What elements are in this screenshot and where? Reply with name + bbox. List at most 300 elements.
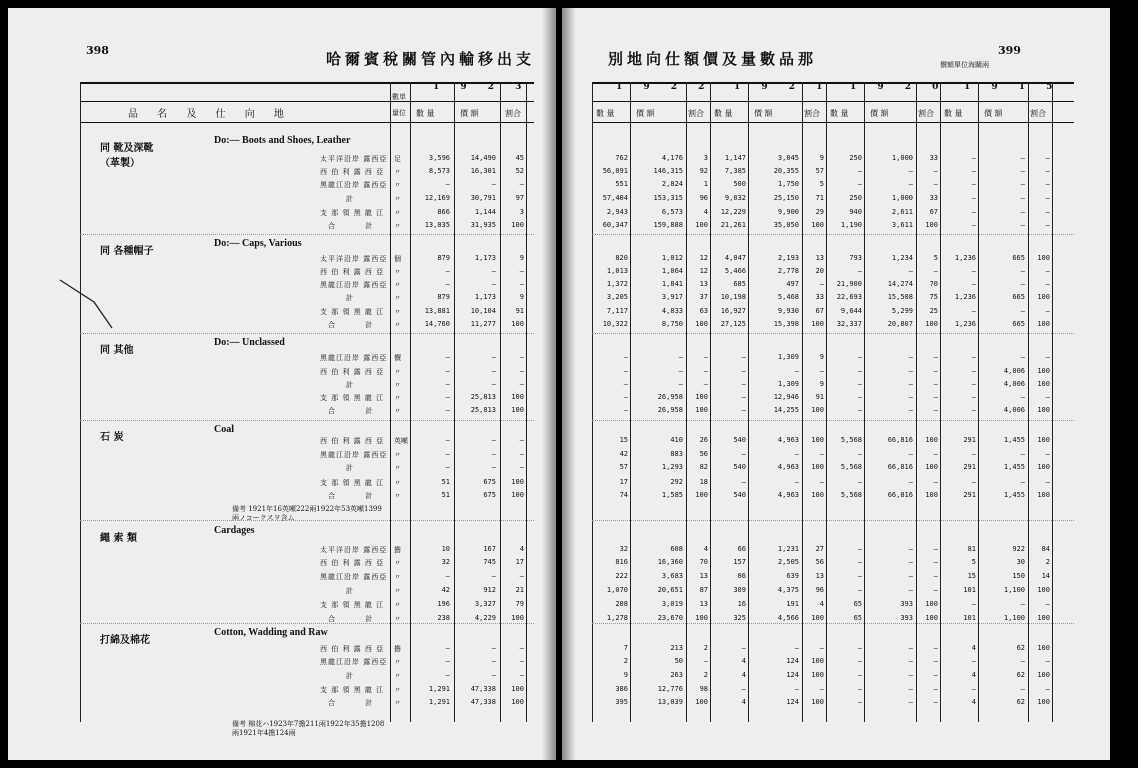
data-cell: 1,231 [777, 545, 799, 553]
data-cell: — [445, 463, 450, 471]
destination-label: 合 計 [328, 699, 387, 707]
data-cell: — [445, 572, 450, 580]
data-cell: 100 [695, 393, 708, 401]
data-cell: 540 [733, 463, 746, 471]
data-cell: — [491, 572, 496, 580]
data-cell: 100 [925, 491, 938, 499]
data-cell: — [491, 267, 496, 275]
data-cell: 32,337 [836, 320, 862, 328]
data-cell: 250 [849, 194, 862, 202]
column-rule [526, 82, 527, 722]
unit-cell: 〃 [394, 222, 401, 230]
data-cell: 100 [511, 698, 524, 706]
data-cell: 100 [925, 221, 938, 229]
data-cell: — [741, 367, 746, 375]
data-cell: 2,611 [891, 208, 913, 216]
data-cell: 23,670 [657, 614, 683, 622]
data-cell: — [971, 280, 976, 288]
data-cell: 540 [733, 491, 746, 499]
data-cell: — [623, 406, 628, 414]
data-cell: — [933, 180, 938, 188]
category-english: Coal [214, 424, 234, 435]
category-english: Do:— Unclassed [214, 337, 285, 348]
data-cell: — [623, 380, 628, 388]
data-cell: — [857, 685, 862, 693]
data-cell: 51 [441, 491, 450, 499]
data-cell: 291 [963, 463, 976, 471]
column-rule [686, 82, 687, 722]
data-cell: 20,651 [657, 586, 683, 594]
unit-cell: 〃 [394, 587, 401, 595]
data-cell: 100 [925, 436, 938, 444]
category-name: 石 炭 [100, 432, 124, 443]
data-cell: 16,360 [657, 558, 683, 566]
year-label: 1 9 2 1 [734, 82, 832, 92]
category-english: Do:— Caps, Various [214, 238, 302, 249]
unit-cell: 〃 [394, 321, 401, 329]
data-cell: 7,117 [606, 307, 628, 315]
data-cell: — [678, 353, 683, 361]
data-cell: — [908, 545, 913, 553]
data-cell: 100 [1037, 293, 1050, 301]
data-cell: 84 [1041, 545, 1050, 553]
data-cell: 100 [1037, 406, 1050, 414]
data-cell: — [819, 478, 824, 486]
destination-label: 計 [346, 672, 367, 680]
data-cell: 65 [853, 600, 862, 608]
data-cell: — [1045, 657, 1050, 665]
data-cell: 91 [815, 393, 824, 401]
data-cell: — [908, 586, 913, 594]
data-cell: — [971, 267, 976, 275]
data-cell: 167 [483, 545, 496, 553]
data-cell: 866 [437, 208, 450, 216]
data-cell: — [971, 353, 976, 361]
data-cell: — [933, 393, 938, 401]
data-cell: — [819, 280, 824, 288]
data-cell: — [933, 644, 938, 652]
section-rule [592, 234, 1074, 235]
data-cell: 100 [925, 320, 938, 328]
year-label: 1 9 1 5 [964, 82, 1062, 92]
data-cell: 57 [815, 167, 824, 175]
data-cell: — [491, 450, 496, 458]
destination-label: 計 [346, 381, 367, 389]
data-cell: — [1020, 221, 1025, 229]
data-cell: 60,347 [602, 221, 628, 229]
data-cell: 196 [437, 600, 450, 608]
unit-cell: 〃 [394, 168, 401, 176]
data-cell: — [933, 586, 938, 594]
data-cell: 325 [733, 614, 746, 622]
data-cell: — [445, 267, 450, 275]
destination-label: 太平洋沿岸 露西亞 [320, 155, 388, 163]
data-cell: 21,900 [836, 280, 862, 288]
data-cell: — [1045, 353, 1050, 361]
unit-cell: 〃 [394, 464, 401, 472]
data-cell: 2 [623, 657, 628, 665]
data-cell: 1,585 [661, 491, 683, 499]
data-cell: 27,125 [720, 320, 746, 328]
data-cell: 1,064 [661, 267, 683, 275]
data-cell: 10,322 [602, 320, 628, 328]
data-cell: — [1045, 267, 1050, 275]
data-cell: — [971, 221, 976, 229]
destination-label: 合 計 [328, 222, 387, 230]
data-cell: 12,946 [773, 393, 799, 401]
header-item-destination: 品 名 及 仕 向 地 [128, 109, 292, 120]
data-cell: 940 [849, 208, 862, 216]
data-cell: — [519, 463, 524, 471]
data-cell: — [1020, 267, 1025, 275]
data-cell: 4,963 [777, 436, 799, 444]
section-rule [80, 333, 534, 334]
category-english: Cardages [214, 525, 255, 536]
category-english: Cotton, Wadding and Raw [214, 627, 328, 638]
data-cell: 1,309 [777, 380, 799, 388]
data-cell: 91 [515, 307, 524, 315]
data-cell: — [857, 380, 862, 388]
unit-cell: 個 [394, 255, 401, 263]
data-cell: 5 [971, 558, 976, 566]
data-cell: 31,935 [470, 221, 496, 229]
unit-cell: 〃 [394, 658, 401, 666]
data-cell: 57 [619, 463, 628, 471]
data-cell: — [741, 478, 746, 486]
data-cell: 100 [811, 463, 824, 471]
column-rule [454, 82, 455, 722]
destination-label: 合 計 [328, 615, 387, 623]
data-cell: 100 [511, 491, 524, 499]
data-cell: — [1020, 685, 1025, 693]
data-cell: 100 [695, 406, 708, 414]
data-cell: 12,776 [657, 685, 683, 693]
data-cell: 12,229 [720, 208, 746, 216]
data-cell: — [519, 436, 524, 444]
data-cell: 21,261 [720, 221, 746, 229]
data-cell: 675 [483, 491, 496, 499]
data-cell: 62 [1016, 644, 1025, 652]
data-cell: — [491, 180, 496, 188]
data-cell: 213 [670, 644, 683, 652]
data-cell: 2,824 [661, 180, 683, 188]
data-cell: 4,833 [661, 307, 683, 315]
destination-label: 西 伯 利 露 西 亞 [320, 559, 385, 567]
data-cell: — [857, 167, 862, 175]
data-cell: 100 [1037, 698, 1050, 706]
data-cell: 100 [1037, 367, 1050, 375]
year-label: 1 9 2 2 [616, 82, 714, 92]
data-cell: — [491, 463, 496, 471]
data-cell: 639 [786, 572, 799, 580]
data-cell: 1,372 [606, 280, 628, 288]
data-cell: — [741, 353, 746, 361]
unit-cell: 〃 [394, 195, 401, 203]
data-cell: 100 [511, 478, 524, 486]
data-cell: — [741, 380, 746, 388]
data-cell: — [445, 393, 450, 401]
data-cell: 4,963 [777, 463, 799, 471]
data-cell: 1,234 [891, 254, 913, 262]
data-cell: 100 [811, 657, 824, 665]
destination-label: 支 那 領 黑 龍 江 [320, 686, 385, 694]
unit-cell: 〃 [394, 615, 401, 623]
header-quantity: 數 量 [830, 109, 849, 118]
data-cell: — [1020, 307, 1025, 315]
data-cell: 14,760 [424, 320, 450, 328]
data-cell: 9 [819, 380, 824, 388]
data-cell: 292 [670, 478, 683, 486]
section-rule [592, 333, 1074, 334]
data-cell: — [971, 194, 976, 202]
data-cell: 4,375 [777, 586, 799, 594]
data-cell: 30,791 [470, 194, 496, 202]
data-cell: 15 [619, 436, 628, 444]
unit-cell: 〃 [394, 559, 401, 567]
data-cell: 21 [515, 586, 524, 594]
data-cell: 9,032 [724, 194, 746, 202]
unit-cell: 〃 [394, 672, 401, 680]
data-cell: 66,816 [887, 436, 913, 444]
data-cell: 883 [670, 450, 683, 458]
unit-cell: 價 [394, 354, 401, 362]
data-cell: 13 [699, 280, 708, 288]
data-cell: 25,813 [470, 406, 496, 414]
data-cell: — [741, 685, 746, 693]
data-cell: — [1045, 280, 1050, 288]
data-cell: 16,301 [470, 167, 496, 175]
data-cell: 98 [699, 685, 708, 693]
data-cell: — [857, 267, 862, 275]
data-cell: 665 [1012, 293, 1025, 301]
data-cell: 13,039 [657, 698, 683, 706]
data-cell: 100 [811, 320, 824, 328]
data-cell: 100 [1037, 380, 1050, 388]
data-cell: — [1020, 478, 1025, 486]
data-cell: 42 [619, 450, 628, 458]
data-cell: 124 [786, 671, 799, 679]
left-page [8, 8, 556, 760]
data-cell: 9,900 [777, 208, 799, 216]
header-value: 價 額 [754, 109, 773, 118]
data-cell: 82 [699, 463, 708, 471]
unit-cell: 〃 [394, 573, 401, 581]
data-cell: 191 [786, 600, 799, 608]
data-cell: 22,693 [836, 293, 862, 301]
destination-label: 西 伯 利 露 西 亞 [320, 437, 385, 445]
data-cell: 820 [615, 254, 628, 262]
data-cell: 4,006 [1003, 406, 1025, 414]
data-cell: 1,173 [474, 254, 496, 262]
data-cell: — [519, 380, 524, 388]
data-cell: 70 [699, 558, 708, 566]
data-cell: 665 [1012, 254, 1025, 262]
data-cell: 1,013 [606, 267, 628, 275]
data-cell: 100 [925, 600, 938, 608]
data-cell: 42 [441, 586, 450, 594]
data-cell: — [857, 353, 862, 361]
data-cell: 100 [511, 406, 524, 414]
data-cell: — [933, 450, 938, 458]
category-english: Do:— Boots and Shoes, Leather [214, 135, 351, 146]
data-cell: — [1045, 167, 1050, 175]
destination-label: 黑龍江沿岸 露西亞 [320, 573, 388, 581]
data-cell: 1,841 [661, 280, 683, 288]
data-cell: 4,176 [661, 154, 683, 162]
data-cell: 3,019 [661, 600, 683, 608]
data-cell: 912 [483, 586, 496, 594]
destination-label: 支 那 領 黑 龍 江 [320, 209, 385, 217]
data-cell: — [857, 393, 862, 401]
data-cell: 150 [1012, 572, 1025, 580]
data-cell: 100 [1037, 320, 1050, 328]
header-rule [80, 101, 534, 102]
column-rule [826, 82, 827, 722]
destination-label: 黑龍江沿岸 露西亞 [320, 658, 388, 666]
data-cell: 1,236 [954, 254, 976, 262]
data-cell: 14 [1041, 572, 1050, 580]
data-cell: 17 [619, 478, 628, 486]
destination-label: 合 計 [328, 492, 387, 500]
data-cell: — [971, 393, 976, 401]
data-cell: 13,881 [424, 307, 450, 315]
data-cell: — [1020, 208, 1025, 216]
data-cell: — [857, 644, 862, 652]
data-cell: 551 [615, 180, 628, 188]
data-cell: 208 [615, 600, 628, 608]
data-cell: 57,404 [602, 194, 628, 202]
data-cell: 665 [1012, 320, 1025, 328]
data-cell: — [908, 450, 913, 458]
data-cell: 309 [733, 586, 746, 594]
destination-label: 太平洋沿岸 露西亞 [320, 546, 388, 554]
data-cell: 15 [967, 572, 976, 580]
data-cell: 12 [699, 254, 708, 262]
header-ratio: 割合 [1030, 109, 1046, 118]
data-cell: 13 [815, 572, 824, 580]
data-cell: 100 [811, 436, 824, 444]
data-cell: — [933, 353, 938, 361]
data-cell: 1,236 [954, 320, 976, 328]
data-cell: — [1045, 221, 1050, 229]
data-cell: — [971, 367, 976, 375]
destination-label: 合 計 [328, 407, 387, 415]
data-cell: — [794, 367, 799, 375]
category-name: 同 其他 [100, 345, 134, 356]
data-cell: — [971, 180, 976, 188]
data-cell: — [491, 657, 496, 665]
data-cell: 86 [737, 572, 746, 580]
data-cell: 1,278 [606, 614, 628, 622]
data-cell: — [445, 180, 450, 188]
data-cell: 675 [483, 478, 496, 486]
data-cell: 37 [699, 293, 708, 301]
data-cell: — [1020, 450, 1025, 458]
data-cell: — [971, 167, 976, 175]
data-cell: — [1020, 194, 1025, 202]
data-cell: — [971, 478, 976, 486]
data-cell: 540 [733, 436, 746, 444]
data-cell: 1,291 [428, 698, 450, 706]
data-cell: — [623, 353, 628, 361]
data-cell: 96 [699, 194, 708, 202]
data-cell: 47,338 [470, 698, 496, 706]
data-cell: 4 [703, 208, 708, 216]
data-cell: 4 [971, 671, 976, 679]
data-cell: 745 [483, 558, 496, 566]
column-rule [978, 82, 979, 722]
data-cell: 2,505 [777, 558, 799, 566]
data-cell: 1,750 [777, 180, 799, 188]
data-cell: 63 [699, 307, 708, 315]
data-cell: 608 [670, 545, 683, 553]
data-cell: 66,816 [887, 463, 913, 471]
data-cell: — [908, 406, 913, 414]
page-gutter-shadow [542, 8, 556, 760]
category-name: 同 各種帽子 [100, 246, 154, 257]
unit-cell: 〃 [394, 368, 401, 376]
data-cell: — [933, 267, 938, 275]
section-rule [592, 623, 1074, 624]
column-rule [630, 82, 631, 722]
unit-cell: 〃 [394, 699, 401, 707]
data-cell: 66,816 [887, 491, 913, 499]
data-cell: — [1045, 600, 1050, 608]
data-cell: — [1020, 600, 1025, 608]
data-cell: — [933, 406, 938, 414]
data-cell: — [741, 644, 746, 652]
destination-label: 西 伯 利 露 西 亞 [320, 368, 385, 376]
destination-label: 支 那 領 黑 龍 江 [320, 308, 385, 316]
data-cell: 65 [853, 614, 862, 622]
header-value: 價 額 [636, 109, 655, 118]
data-cell: 9 [519, 293, 524, 301]
data-cell: — [908, 671, 913, 679]
data-cell: 9 [519, 254, 524, 262]
data-cell: 238 [437, 614, 450, 622]
column-rule [80, 82, 81, 722]
header-rule [592, 101, 1074, 102]
destination-label: 支 那 領 黑 龍 江 [320, 394, 385, 402]
unit-cell: 擔 [394, 645, 401, 653]
data-cell: 3,611 [891, 221, 913, 229]
data-cell: — [908, 657, 913, 665]
data-cell: 100 [511, 685, 524, 693]
data-cell: — [908, 698, 913, 706]
destination-label: 黑龍江沿岸 露西亞 [320, 451, 388, 459]
data-cell: — [1020, 353, 1025, 361]
header-quantity: 數 量 [416, 109, 435, 118]
column-rule [1052, 82, 1053, 722]
data-cell: 1,070 [606, 586, 628, 594]
data-cell: 62 [1016, 671, 1025, 679]
data-cell: — [971, 600, 976, 608]
data-cell: 410 [670, 436, 683, 444]
data-cell: 13 [699, 600, 708, 608]
data-cell: — [857, 478, 862, 486]
data-cell: 4 [971, 698, 976, 706]
header-bottom-rule [80, 122, 534, 123]
data-cell: 56,091 [602, 167, 628, 175]
data-cell: — [519, 367, 524, 375]
data-cell: — [857, 671, 862, 679]
data-cell: — [1020, 180, 1025, 188]
data-cell: 816 [615, 558, 628, 566]
header-ratio: 割合 [804, 109, 820, 118]
data-cell: 3,327 [474, 600, 496, 608]
data-cell: 263 [670, 671, 683, 679]
data-cell: 4,006 [1003, 380, 1025, 388]
